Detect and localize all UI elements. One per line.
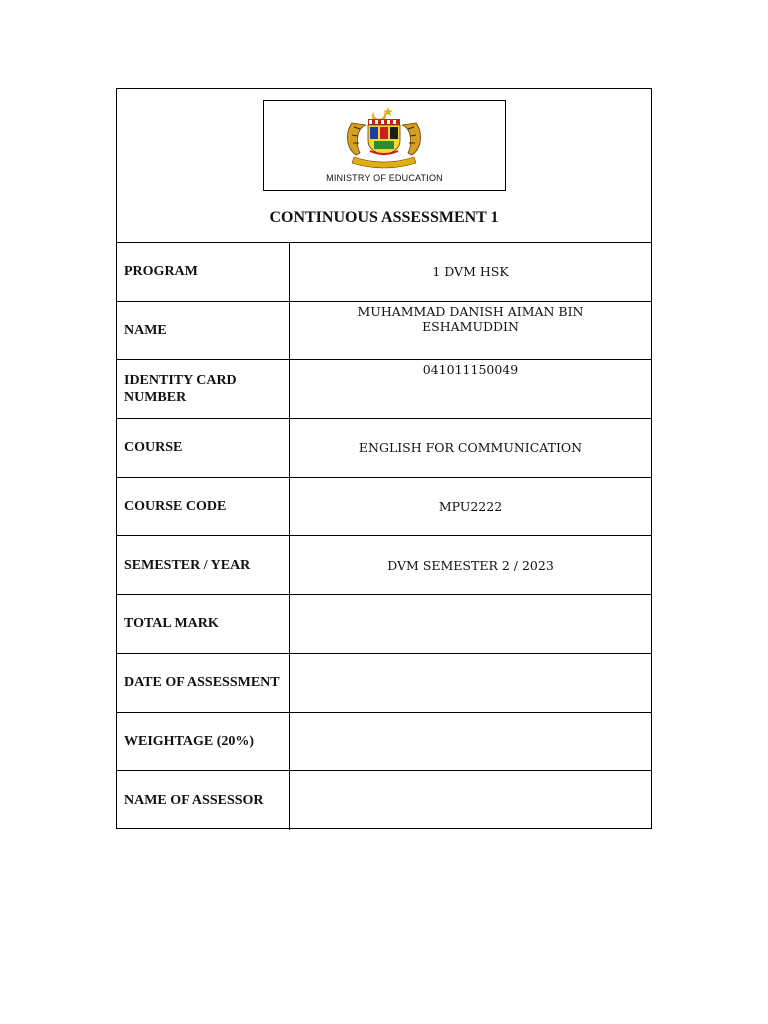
course-code-label: COURSE CODE xyxy=(117,478,290,536)
total-mark-value xyxy=(290,595,651,653)
weightage-label: WEIGHTAGE (20%) xyxy=(117,713,290,771)
table-row-course-code xyxy=(117,478,651,537)
table-row-weightage xyxy=(117,713,651,772)
ministry-logo-box xyxy=(263,100,506,191)
course-label: COURSE xyxy=(117,419,290,477)
program-value: 1 DVM HSK xyxy=(432,264,509,280)
course-value: ENGLISH FOR COMMUNICATION xyxy=(358,440,583,456)
form-header xyxy=(117,89,651,243)
weightage-value xyxy=(290,713,651,771)
date-of-assessment-value xyxy=(290,654,651,712)
name-label: NAME xyxy=(117,302,290,360)
name-value: MUHAMMAD DANISH AIMAN BIN ESHAMUDDIN xyxy=(357,303,584,334)
name-of-assessor-value xyxy=(290,771,651,830)
date-of-assessment-label: DATE OF ASSESSMENT xyxy=(117,654,290,712)
program-label: PROGRAM xyxy=(117,243,290,301)
table-row-name-of-assessor xyxy=(117,771,651,830)
coat-of-arms-icon xyxy=(340,105,428,173)
table-row-identity-card xyxy=(117,360,651,419)
semester-year-label: SEMESTER / YEAR xyxy=(117,536,290,594)
assessment-cover-form xyxy=(116,88,652,829)
identity-card-label: IDENTITY CARD NUMBER xyxy=(117,360,290,418)
table-row-total-mark xyxy=(117,595,651,654)
name-of-assessor-label: NAME OF ASSESSOR xyxy=(117,771,290,830)
total-mark-label: TOTAL MARK xyxy=(117,595,290,653)
ministry-caption: MINISTRY OF EDUCATION xyxy=(326,173,443,183)
table-row-program xyxy=(117,243,651,302)
form-title: CONTINUOUS ASSESSMENT 1 xyxy=(269,209,499,226)
table-row-semester-year xyxy=(117,536,651,595)
table-row-date-of-assessment xyxy=(117,654,651,713)
table-row-name xyxy=(117,302,651,361)
identity-card-value: 041011150049 xyxy=(422,362,519,378)
semester-year-value: DVM SEMESTER 2 / 2023 xyxy=(387,557,554,573)
table-row-course xyxy=(117,419,651,478)
details-table xyxy=(117,243,651,830)
course-code-value: MPU2222 xyxy=(438,499,503,515)
